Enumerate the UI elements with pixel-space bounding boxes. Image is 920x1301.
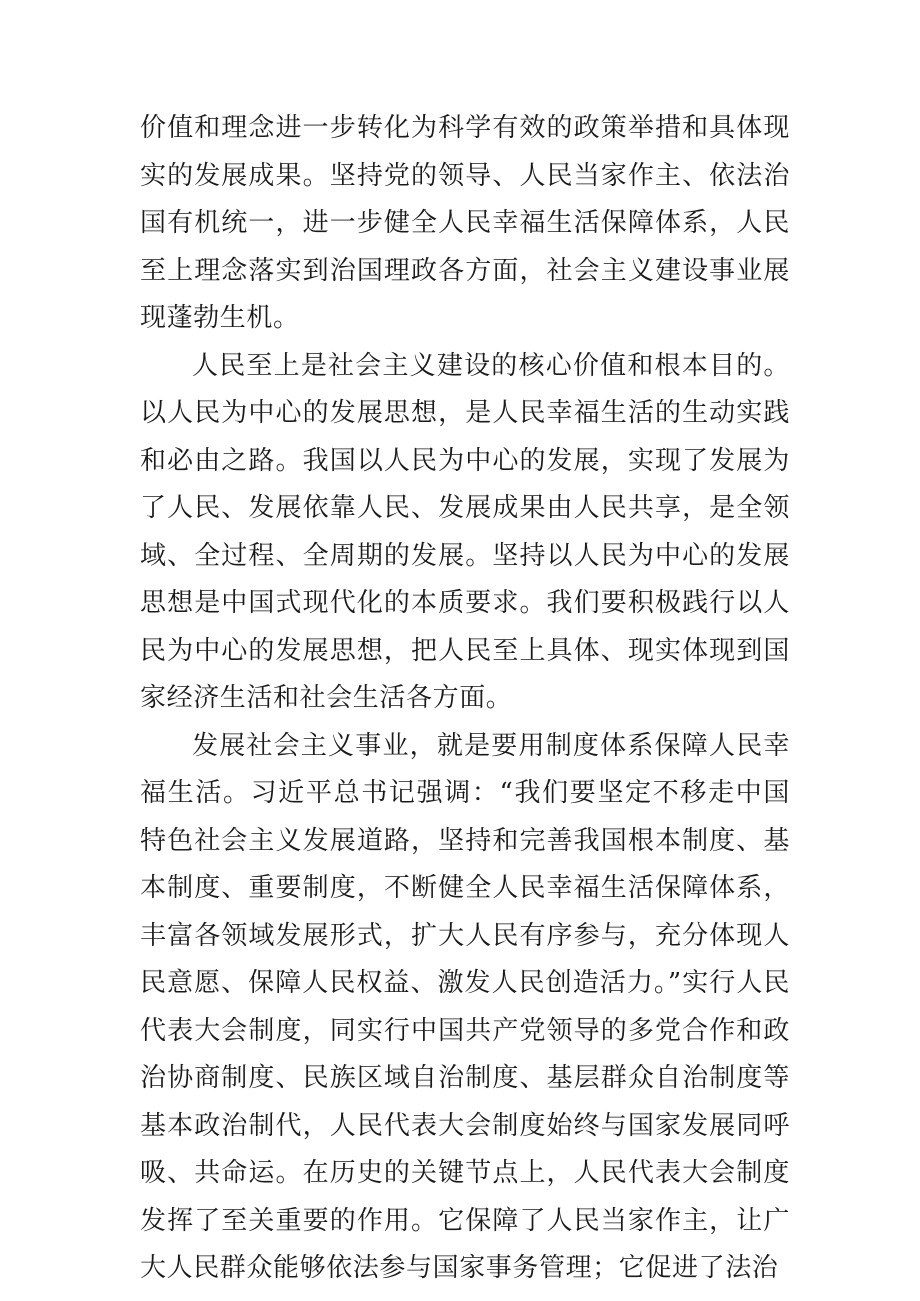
document-body xyxy=(140,105,790,1293)
paragraph-continued: 价值和理念进一步转化为科学有效的政策举措和具体现实的发展成果。坚持党的领导、人民当家作主、依法治国有机统一，进一步健全人民幸福生活保障体系，人民至上理念落实到治国理政各方面，社会主义建设事业展现蓬勃生机。 xyxy=(140,113,790,333)
paragraph-institutional-system: 发展社会主义事业，就是要用制度体系保障人民幸福生活。习近平总书记强调：“我们要坚定不移走中国特色社会主义发展道路，坚持和完善我国根本制度、基本制度、重要制度，不断健全人民幸福生活保障体系，丰富各领域发展形式，扩大人民有序参与，充分体现人民意愿、保障人民权益、激发人民创造活力。”实行人民代表大会制度，同实行中国共产党领导的多党合作和政治协商制度、民族区域自治制度、基层群众自治制度等基本政治制代，人民代表大会制度始终与国家发展同呼吸、共命运。在历史的关键节点上，人民代表大会制度发挥了至关重要的作用。它保障了人民当家作主，让广大人民群众能够依法参与国家事务管理；它促进了法治 xyxy=(140,730,790,1283)
paragraph-people-first: 人民至上是社会主义建设的核心价值和根本目的。以人民为中心的发展思想，是人民幸福生活的生动实践和必由之路。我国以人民为中心的发展，实现了发展为了人民、发展依靠人民、发展成果由人民共享，是全领域、全过程、全周期的发展。坚持以人民为中心的发展思想是中国式现代化的本质要求。我们要积极践行以人民为中心的发展思想，把人民至上具体、现实体现到国家经济生活和社会生活各方面。 xyxy=(140,350,790,713)
